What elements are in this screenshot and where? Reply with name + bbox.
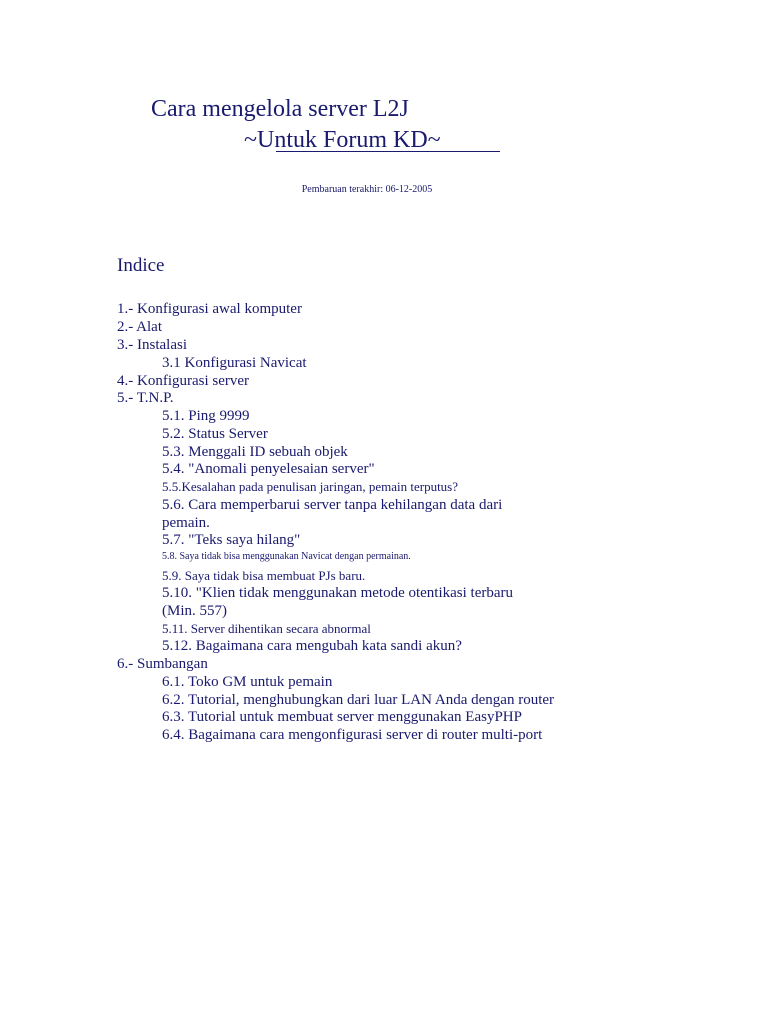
toc-subitem[interactable]: 5.8. Saya tidak bisa menggunakan Navicat dengan permainan. xyxy=(162,551,411,562)
toc-subitem[interactable]: 5.9. Saya tidak bisa membuat PJs baru. xyxy=(162,568,366,583)
last-updated-date: Pembaruan terakhir: 06-12-2005 xyxy=(301,184,433,195)
toc-item[interactable]: 5.- T.N.P. xyxy=(117,390,174,406)
toc-subitem[interactable]: 5.5.Kesalahan pada penulisan jaringan, pemain terputus? xyxy=(162,479,459,494)
toc-item[interactable]: 1.- Konfigurasi awal komputer xyxy=(117,301,302,317)
toc-subitem[interactable]: 6.4. Bagaimana cara mengonfigurasi server di router multi-port xyxy=(162,727,543,743)
toc-subitem[interactable]: 5.10. "Klien tidak menggunakan metode otentikasi terbaru (Min. 557) xyxy=(162,585,514,619)
index-heading: Indice xyxy=(117,255,165,276)
toc-subitem[interactable]: 5.12. Bagaimana cara mengubah kata sandi akun? xyxy=(162,638,462,654)
toc-item[interactable]: 6.- Sumbangan xyxy=(117,656,208,672)
subtitle-underline xyxy=(276,151,500,152)
toc-subitem[interactable]: 6.3. Tutorial untuk membuat server menggunakan EasyPHP xyxy=(162,709,522,725)
toc-subitem[interactable]: 5.1. Ping 9999 xyxy=(162,408,250,424)
toc-item[interactable]: 4.- Konfigurasi server xyxy=(117,373,250,389)
toc-subitem[interactable]: 5.6. Cara memperbarui server tanpa kehilangan data dari pemain. xyxy=(162,497,503,531)
toc-item[interactable]: 2.- Alat xyxy=(117,319,162,335)
document-subtitle: ~Untuk Forum KD~ xyxy=(244,127,441,153)
toc-subitem[interactable]: 6.1. Toko GM untuk pemain xyxy=(162,674,333,690)
document-title: Cara mengelola server L2J xyxy=(151,96,409,122)
toc-item[interactable]: 3.- Instalasi xyxy=(117,337,187,353)
toc-subitem[interactable]: 5.3. Menggali ID sebuah objek xyxy=(162,444,348,460)
toc-subitem[interactable]: 5.4. "Anomali penyelesaian server" xyxy=(162,461,375,477)
toc-subitem[interactable]: 6.2. Tutorial, menghubungkan dari luar LAN Anda dengan router xyxy=(162,692,555,708)
toc-subitem[interactable]: 5.2. Status Server xyxy=(162,426,268,442)
toc-subitem[interactable]: 5.7. "Teks saya hilang" xyxy=(162,532,301,548)
toc-subitem[interactable]: 5.11. Server dihentikan secara abnormal xyxy=(162,621,371,636)
toc-subitem[interactable]: 3.1 Konfigurasi Navicat xyxy=(162,355,307,371)
